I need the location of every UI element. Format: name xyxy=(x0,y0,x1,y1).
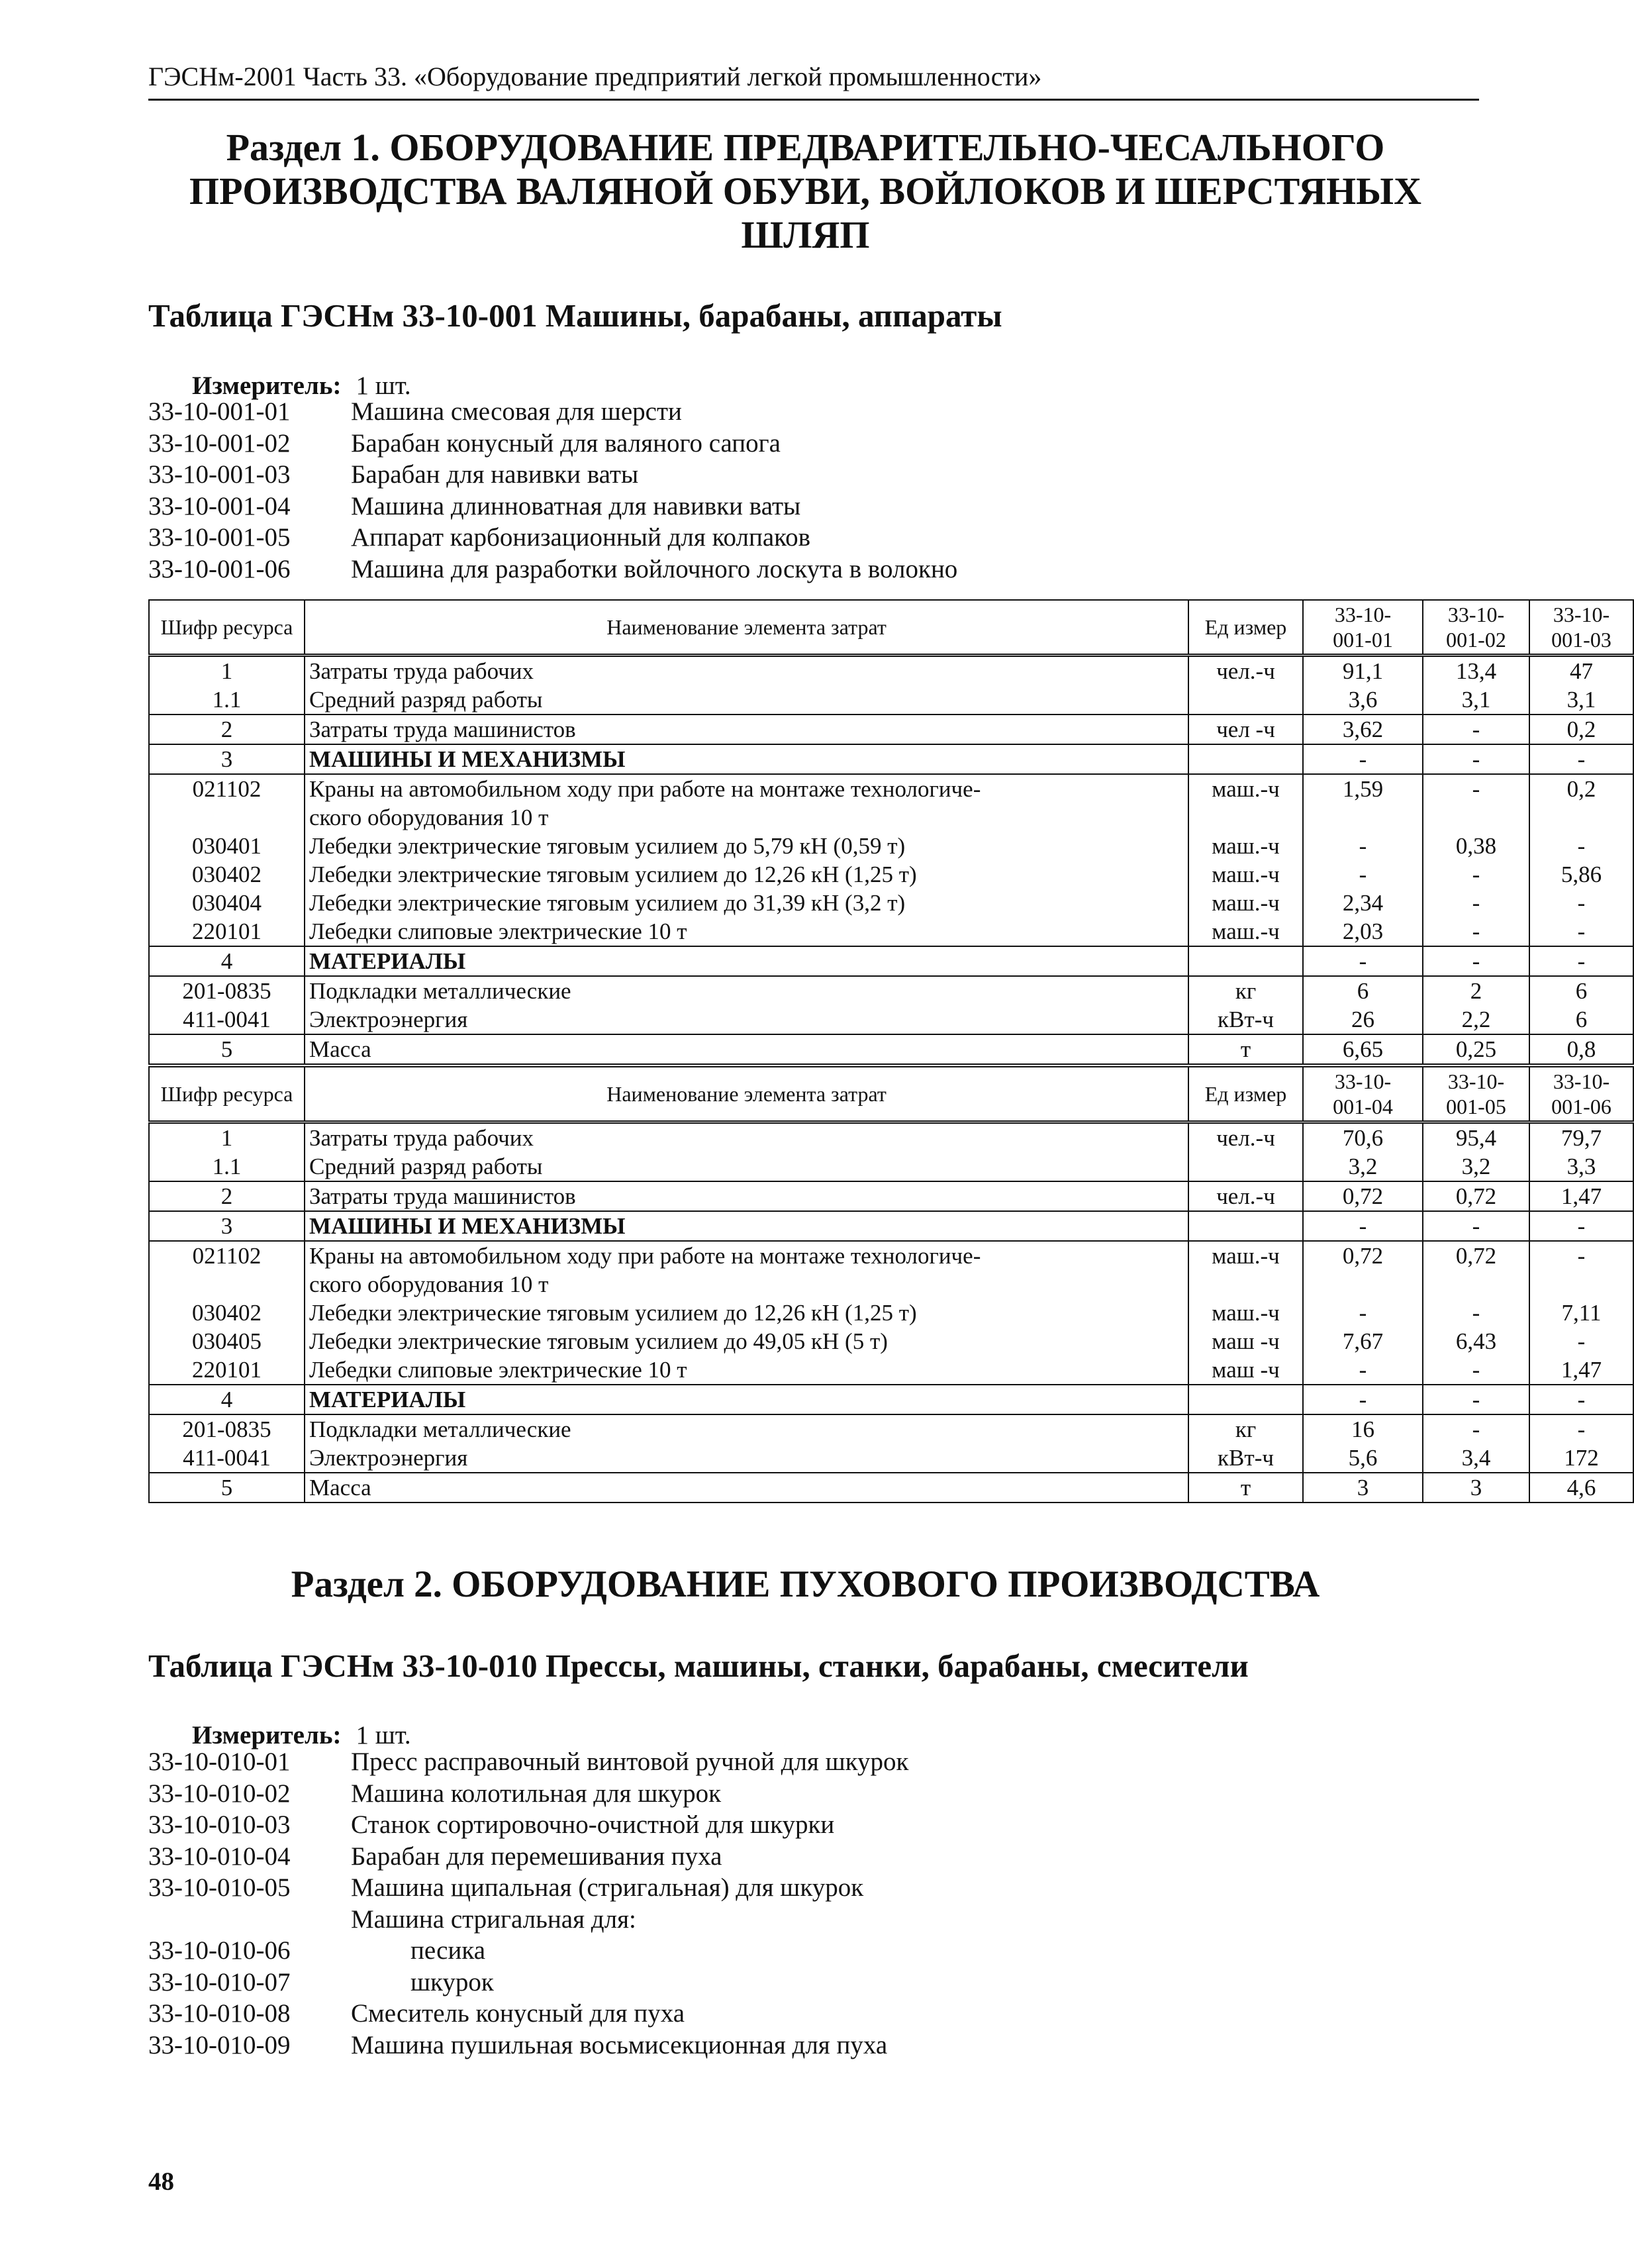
meter-2-value: 1 шт. xyxy=(356,1721,411,1750)
cell-value-3: 3,1 xyxy=(1529,685,1633,715)
col-header-value-1 xyxy=(1303,600,1423,656)
cell-name: Краны на автомобильном ходу при работе на монтаже технологиче- xyxy=(305,1241,1188,1270)
col-header-value-2-line-1: 33-10- xyxy=(1447,1069,1505,1093)
cell-value-2: - xyxy=(1423,744,1529,774)
cell-value-3: 3,3 xyxy=(1529,1152,1633,1181)
cell-unit: маш.-ч xyxy=(1188,832,1303,860)
code-list-item xyxy=(148,428,957,460)
section-1-title xyxy=(148,126,1463,257)
item-description: Аппарат карбонизационный для колпаков xyxy=(351,523,811,552)
cell-value-2: 95,4 xyxy=(1423,1122,1529,1153)
cell-code: 030402 xyxy=(149,860,305,889)
col-header-name: Наименование элемента затрат xyxy=(305,600,1188,656)
cell-name: ского оборудования 10 т xyxy=(305,1270,1188,1299)
cell-value-2 xyxy=(1423,803,1529,832)
item-description: Барабан для перемешивания пуха xyxy=(351,1842,722,1871)
cell-code: 3 xyxy=(149,1211,305,1241)
cell-unit: чел.-ч xyxy=(1188,1181,1303,1211)
cell-code: 2 xyxy=(149,715,305,744)
cell-name: Затраты труда машинистов xyxy=(305,715,1188,744)
cell-value-3: 0,2 xyxy=(1529,774,1633,803)
cell-value-1: 3,6 xyxy=(1303,685,1423,715)
cell-value-1: 5,6 xyxy=(1303,1444,1423,1473)
col-header-value-3-line-2: 001-06 xyxy=(1551,1095,1611,1118)
col-header-value-3 xyxy=(1529,1067,1633,1122)
table-row xyxy=(149,1034,1633,1064)
cell-value-1: 16 xyxy=(1303,1414,1423,1444)
cell-unit xyxy=(1188,803,1303,832)
section-1-title-line-3: ШЛЯП xyxy=(741,213,870,256)
table-row xyxy=(149,860,1633,889)
col-header-value-3 xyxy=(1529,600,1633,656)
item-code: 33-10-001-01 xyxy=(148,397,291,426)
cell-value-2: 3 xyxy=(1423,1473,1529,1503)
cell-code: 4 xyxy=(149,946,305,976)
cell-code: 030404 xyxy=(149,889,305,917)
cell-unit xyxy=(1188,685,1303,715)
cell-code: 411-0041 xyxy=(149,1005,305,1034)
meter-1-label: Измеритель: xyxy=(192,371,342,400)
cell-code: 5 xyxy=(149,1473,305,1503)
col-header-value-2 xyxy=(1423,600,1529,656)
cell-value-1 xyxy=(1303,1270,1423,1299)
cell-value-3: - xyxy=(1529,1414,1633,1444)
item-description: Барабан конусный для валяного сапога xyxy=(351,428,781,458)
meter-1-value: 1 шт. xyxy=(356,371,411,400)
code-list-2 xyxy=(148,1746,908,2061)
cell-value-1: 26 xyxy=(1303,1005,1423,1034)
table-row xyxy=(149,946,1633,976)
cell-value-3: 172 xyxy=(1529,1444,1633,1473)
table-row xyxy=(149,803,1633,832)
cell-value-1: - xyxy=(1303,1356,1423,1385)
cell-name: МАШИНЫ И МЕХАНИЗМЫ xyxy=(305,744,1188,774)
col-header-unit: Ед измер xyxy=(1188,1067,1303,1122)
cell-name: Лебедки слиповые электрические 10 т xyxy=(305,1356,1188,1385)
item-code: 33-10-010-01 xyxy=(148,1748,291,1776)
cell-name: Подкладки металлические xyxy=(305,976,1188,1005)
cell-value-2 xyxy=(1423,1270,1529,1299)
cell-value-3: - xyxy=(1529,946,1633,976)
col-header-value-1-line-2: 001-01 xyxy=(1333,628,1393,652)
item-code: 33-10-001-02 xyxy=(148,428,291,458)
col-header-value-1-line-1: 33-10- xyxy=(1334,1069,1392,1093)
cell-name: Затраты труда рабочих xyxy=(305,656,1188,686)
cell-name: Лебедки электрические тяговым усилием до 49,05 кН (5 т) xyxy=(305,1327,1188,1356)
cell-value-1: 3 xyxy=(1303,1473,1423,1503)
cell-unit xyxy=(1188,946,1303,976)
cell-code: 3 xyxy=(149,744,305,774)
item-description: Машина стригальная для: xyxy=(351,1904,636,1934)
cell-unit xyxy=(1188,1211,1303,1241)
code-list-item xyxy=(148,1998,908,2030)
cell-name: Краны на автомобильном ходу при работе на монтаже технологиче- xyxy=(305,774,1188,803)
cell-value-1: - xyxy=(1303,1385,1423,1414)
cell-value-1: 91,1 xyxy=(1303,656,1423,686)
cell-value-1 xyxy=(1303,803,1423,832)
item-code: 33-10-010-09 xyxy=(148,2030,291,2059)
cell-code: 201-0835 xyxy=(149,1414,305,1444)
cell-code: 5 xyxy=(149,1034,305,1064)
cell-value-1: - xyxy=(1303,1299,1423,1327)
cell-value-3: - xyxy=(1529,1241,1633,1270)
cell-value-3: 79,7 xyxy=(1529,1122,1633,1153)
running-header: ГЭСНм-2001 Часть 33. «Оборудование предприятий легкой промышленности» xyxy=(148,61,1479,101)
col-header-value-2-line-1: 33-10- xyxy=(1447,603,1505,626)
cell-value-2: 2,2 xyxy=(1423,1005,1529,1034)
cell-code: 1 xyxy=(149,1122,305,1153)
cell-code xyxy=(149,1270,305,1299)
cell-value-3: 0,8 xyxy=(1529,1034,1633,1064)
code-list-item xyxy=(148,1778,908,1810)
cell-name: Лебедки электрические тяговым усилием до 5,79 кН (0,59 т) xyxy=(305,832,1188,860)
cell-unit: маш -ч xyxy=(1188,1327,1303,1356)
table-row xyxy=(149,1270,1633,1299)
col-header-name: Наименование элемента затрат xyxy=(305,1067,1188,1122)
cell-value-2: - xyxy=(1423,1414,1529,1444)
norm-table-a xyxy=(148,599,1634,1065)
item-code: 33-10-001-04 xyxy=(148,491,291,520)
cell-unit: чел.-ч xyxy=(1188,656,1303,686)
cell-code: 2 xyxy=(149,1181,305,1211)
item-description: Пресс расправочный винтовой ручной для шкурок xyxy=(351,1748,909,1776)
col-header-value-3-line-1: 33-10- xyxy=(1553,1069,1610,1093)
cell-unit: чел -ч xyxy=(1188,715,1303,744)
code-list-item xyxy=(148,1935,908,1967)
cell-unit: маш.-ч xyxy=(1188,860,1303,889)
table-row xyxy=(149,889,1633,917)
cell-value-2: 13,4 xyxy=(1423,656,1529,686)
item-description: Станок сортировочно-очистной для шкурки xyxy=(351,1810,835,1839)
cell-value-1: - xyxy=(1303,832,1423,860)
cell-value-3: 1,47 xyxy=(1529,1181,1633,1211)
item-code: 33-10-001-03 xyxy=(148,460,291,489)
cell-value-2: - xyxy=(1423,1385,1529,1414)
cell-value-2: - xyxy=(1423,860,1529,889)
cell-value-3: 5,86 xyxy=(1529,860,1633,889)
section-2-title: Раздел 2. ОБОРУДОВАНИЕ ПУХОВОГО ПРОИЗВОДСТВА xyxy=(291,1563,1320,1605)
table-row xyxy=(149,656,1633,686)
cell-value-3: - xyxy=(1529,1327,1633,1356)
cell-code: 4 xyxy=(149,1385,305,1414)
cell-unit: маш.-ч xyxy=(1188,889,1303,917)
cell-name: Затраты труда машинистов xyxy=(305,1181,1188,1211)
item-code: 33-10-010-03 xyxy=(148,1810,291,1839)
cell-value-1: 3,62 xyxy=(1303,715,1423,744)
table-row xyxy=(149,1327,1633,1356)
cell-unit xyxy=(1188,1270,1303,1299)
cell-value-3: 0,2 xyxy=(1529,715,1633,744)
cell-value-2: 3,2 xyxy=(1423,1152,1529,1181)
cell-unit xyxy=(1188,1385,1303,1414)
cell-value-3: - xyxy=(1529,889,1633,917)
table-row xyxy=(149,1385,1633,1414)
cell-value-3: 6 xyxy=(1529,976,1633,1005)
cell-value-2: 0,72 xyxy=(1423,1241,1529,1270)
cell-code: 030402 xyxy=(149,1299,305,1327)
col-header-value-1-line-1: 33-10- xyxy=(1334,603,1392,626)
cell-name: Средний разряд работы xyxy=(305,1152,1188,1181)
cell-value-1: 7,67 xyxy=(1303,1327,1423,1356)
col-header-code: Шифр ресурса xyxy=(149,1067,305,1122)
table-row xyxy=(149,1005,1633,1034)
col-header-code: Шифр ресурса xyxy=(149,600,305,656)
col-header-value-1-line-2: 001-04 xyxy=(1333,1095,1393,1118)
code-list-item xyxy=(148,522,957,554)
item-code: 33-10-010-02 xyxy=(148,1779,291,1808)
col-header-unit: Ед измер xyxy=(1188,600,1303,656)
table-row xyxy=(149,832,1633,860)
table-row xyxy=(149,1414,1633,1444)
item-description: песика xyxy=(410,1936,486,1965)
cell-value-1: 70,6 xyxy=(1303,1122,1423,1153)
cell-value-3: 7,11 xyxy=(1529,1299,1633,1327)
item-code: 33-10-010-04 xyxy=(148,1842,291,1871)
cell-name: Лебедки слиповые электрические 10 т xyxy=(305,917,1188,946)
cell-value-2: - xyxy=(1423,917,1529,946)
cell-value-2: 0,72 xyxy=(1423,1181,1529,1211)
table-row xyxy=(149,1356,1633,1385)
item-description: Барабан для навивки ваты xyxy=(351,460,639,489)
cell-unit: чел.-ч xyxy=(1188,1122,1303,1153)
cell-name: ского оборудования 10 т xyxy=(305,803,1188,832)
cell-value-2: - xyxy=(1423,1211,1529,1241)
col-header-value-3-line-2: 001-03 xyxy=(1551,628,1611,652)
cell-value-3: 1,47 xyxy=(1529,1356,1633,1385)
cell-value-3: 47 xyxy=(1529,656,1633,686)
cell-code: 1.1 xyxy=(149,1152,305,1181)
cell-value-1: - xyxy=(1303,744,1423,774)
norm-table-b xyxy=(148,1066,1634,1503)
cell-code: 021102 xyxy=(149,1241,305,1270)
cell-unit: т xyxy=(1188,1034,1303,1064)
col-header-value-1 xyxy=(1303,1067,1423,1122)
cell-value-1: 2,34 xyxy=(1303,889,1423,917)
item-code: 33-10-010-06 xyxy=(148,1936,291,1965)
table-row xyxy=(149,685,1633,715)
cell-value-2: - xyxy=(1423,889,1529,917)
table-row xyxy=(149,1211,1633,1241)
code-list-item xyxy=(148,459,957,491)
cell-code: 030405 xyxy=(149,1327,305,1356)
item-code: 33-10-010-08 xyxy=(148,1999,291,2028)
code-list-item xyxy=(148,2030,908,2061)
item-description: Машина смесовая для шерсти xyxy=(351,397,682,426)
table-row xyxy=(149,774,1633,803)
cell-value-2: 0,38 xyxy=(1423,832,1529,860)
cell-unit: кВт-ч xyxy=(1188,1005,1303,1034)
cell-code: 220101 xyxy=(149,917,305,946)
cell-value-3: - xyxy=(1529,1211,1633,1241)
item-code: 33-10-010-07 xyxy=(148,1967,291,1997)
table-row xyxy=(149,976,1633,1005)
cell-value-1: - xyxy=(1303,1211,1423,1241)
table-1-title: Таблица ГЭСНм 33-10-001 Машины, барабаны, аппараты xyxy=(148,297,1002,334)
meter-2-label: Измеритель: xyxy=(192,1721,342,1750)
cell-value-2: - xyxy=(1423,715,1529,744)
code-list-item xyxy=(148,1904,908,1936)
cell-name: Средний разряд работы xyxy=(305,685,1188,715)
table-row xyxy=(149,1122,1633,1153)
item-code: 33-10-001-05 xyxy=(148,523,291,552)
cell-name: МАТЕРИАЛЫ xyxy=(305,1385,1188,1414)
item-description: Машина пушильная восьмисекционная для пуха xyxy=(351,2030,888,2059)
cell-value-3: - xyxy=(1529,917,1633,946)
code-list-item xyxy=(148,491,957,522)
cell-code: 220101 xyxy=(149,1356,305,1385)
cell-value-3 xyxy=(1529,1270,1633,1299)
item-description: Машина для разработки войлочного лоскута в волокно xyxy=(351,554,958,583)
section-1-title-line-2: ПРОИЗВОДСТВА ВАЛЯНОЙ ОБУВИ, ВОЙЛОКОВ И ШЕРСТЯНЫХ xyxy=(189,170,1421,213)
cell-value-1: 3,2 xyxy=(1303,1152,1423,1181)
item-description: Машина колотильная для шкурок xyxy=(351,1779,722,1808)
table-2-title: Таблица ГЭСНм 33-10-010 Прессы, машины, станки, барабаны, смесители xyxy=(148,1648,1249,1684)
code-list-item xyxy=(148,396,957,428)
cell-unit xyxy=(1188,744,1303,774)
cell-code xyxy=(149,803,305,832)
item-code: 33-10-010-05 xyxy=(148,1873,291,1902)
cell-name: Лебедки электрические тяговым усилием до 12,26 кН (1,25 т) xyxy=(305,1299,1188,1327)
cell-code: 021102 xyxy=(149,774,305,803)
cell-value-3: 6 xyxy=(1529,1005,1633,1034)
cell-unit: кг xyxy=(1188,976,1303,1005)
cell-name: Лебедки электрические тяговым усилием до 12,26 кН (1,25 т) xyxy=(305,860,1188,889)
cell-value-3: - xyxy=(1529,832,1633,860)
cell-code: 1.1 xyxy=(149,685,305,715)
cell-value-3: 4,6 xyxy=(1529,1473,1633,1503)
cell-value-1: 0,72 xyxy=(1303,1241,1423,1270)
col-header-value-2 xyxy=(1423,1067,1529,1122)
cell-value-2: 3,1 xyxy=(1423,685,1529,715)
item-description: шкурок xyxy=(410,1967,494,1997)
cell-value-1: 1,59 xyxy=(1303,774,1423,803)
table-row xyxy=(149,1473,1633,1503)
col-header-value-3-line-1: 33-10- xyxy=(1553,603,1610,626)
cell-value-2: 0,25 xyxy=(1423,1034,1529,1064)
cell-value-2: 6,43 xyxy=(1423,1327,1529,1356)
cell-unit: кг xyxy=(1188,1414,1303,1444)
section-1-title-line-1: Раздел 1. ОБОРУДОВАНИЕ ПРЕДВАРИТЕЛЬНО-ЧЕСАЛЬНОГО xyxy=(226,126,1385,169)
cell-value-2: 2 xyxy=(1423,976,1529,1005)
cell-name: МАШИНЫ И МЕХАНИЗМЫ xyxy=(305,1211,1188,1241)
cell-unit: маш.-ч xyxy=(1188,1241,1303,1270)
table-row xyxy=(149,715,1633,744)
cell-value-1: - xyxy=(1303,946,1423,976)
cell-name: Масса xyxy=(305,1034,1188,1064)
table-row xyxy=(149,1241,1633,1270)
cell-name: Затраты труда рабочих xyxy=(305,1122,1188,1153)
col-header-value-2-line-2: 001-05 xyxy=(1446,1095,1506,1118)
code-list-1 xyxy=(148,396,957,585)
item-description: Смеситель конусный для пуха xyxy=(351,1999,685,2028)
cell-code: 030401 xyxy=(149,832,305,860)
table-row xyxy=(149,917,1633,946)
cell-code: 1 xyxy=(149,656,305,686)
cell-value-1: - xyxy=(1303,860,1423,889)
table-row xyxy=(149,1152,1633,1181)
cell-unit: маш -ч xyxy=(1188,1356,1303,1385)
page-number: 48 xyxy=(148,2167,174,2196)
code-list-item xyxy=(148,1872,908,1904)
cell-value-2: - xyxy=(1423,774,1529,803)
col-header-value-2-line-2: 001-02 xyxy=(1446,628,1506,652)
item-description: Машина щипальная (стригальная) для шкурок xyxy=(351,1873,864,1902)
item-code: 33-10-001-06 xyxy=(148,554,291,583)
cell-value-1: 6 xyxy=(1303,976,1423,1005)
cell-value-1: 2,03 xyxy=(1303,917,1423,946)
table-header-row xyxy=(149,600,1633,656)
code-list-item xyxy=(148,1967,908,1998)
code-list-item xyxy=(148,554,957,585)
cell-unit: маш.-ч xyxy=(1188,1299,1303,1327)
table-header-row xyxy=(149,1067,1633,1122)
cell-name: Лебедки электрические тяговым усилием до 31,39 кН (3,2 т) xyxy=(305,889,1188,917)
cell-unit: маш.-ч xyxy=(1188,917,1303,946)
cell-unit: т xyxy=(1188,1473,1303,1503)
cell-value-2: 3,4 xyxy=(1423,1444,1529,1473)
cell-value-3: - xyxy=(1529,744,1633,774)
code-list-item xyxy=(148,1809,908,1841)
cell-name: Электроэнергия xyxy=(305,1005,1188,1034)
cell-value-2: - xyxy=(1423,1299,1529,1327)
cell-unit: маш.-ч xyxy=(1188,774,1303,803)
cell-name: Масса xyxy=(305,1473,1188,1503)
table-row xyxy=(149,1444,1633,1473)
table-row xyxy=(149,1299,1633,1327)
cell-value-3 xyxy=(1529,803,1633,832)
code-list-item xyxy=(148,1841,908,1873)
cell-code: 201-0835 xyxy=(149,976,305,1005)
code-list-item xyxy=(148,1746,908,1778)
cell-unit: кВт-ч xyxy=(1188,1444,1303,1473)
cell-value-2: - xyxy=(1423,946,1529,976)
cell-value-3: - xyxy=(1529,1385,1633,1414)
cell-value-1: 0,72 xyxy=(1303,1181,1423,1211)
table-row xyxy=(149,744,1633,774)
cell-name: МАТЕРИАЛЫ xyxy=(305,946,1188,976)
cell-code: 411-0041 xyxy=(149,1444,305,1473)
cell-value-1: 6,65 xyxy=(1303,1034,1423,1064)
cell-name: Подкладки металлические xyxy=(305,1414,1188,1444)
cell-value-2: - xyxy=(1423,1356,1529,1385)
cell-name: Электроэнергия xyxy=(305,1444,1188,1473)
item-description: Машина длинноватная для навивки ваты xyxy=(351,491,801,520)
cell-unit xyxy=(1188,1152,1303,1181)
table-row xyxy=(149,1181,1633,1211)
